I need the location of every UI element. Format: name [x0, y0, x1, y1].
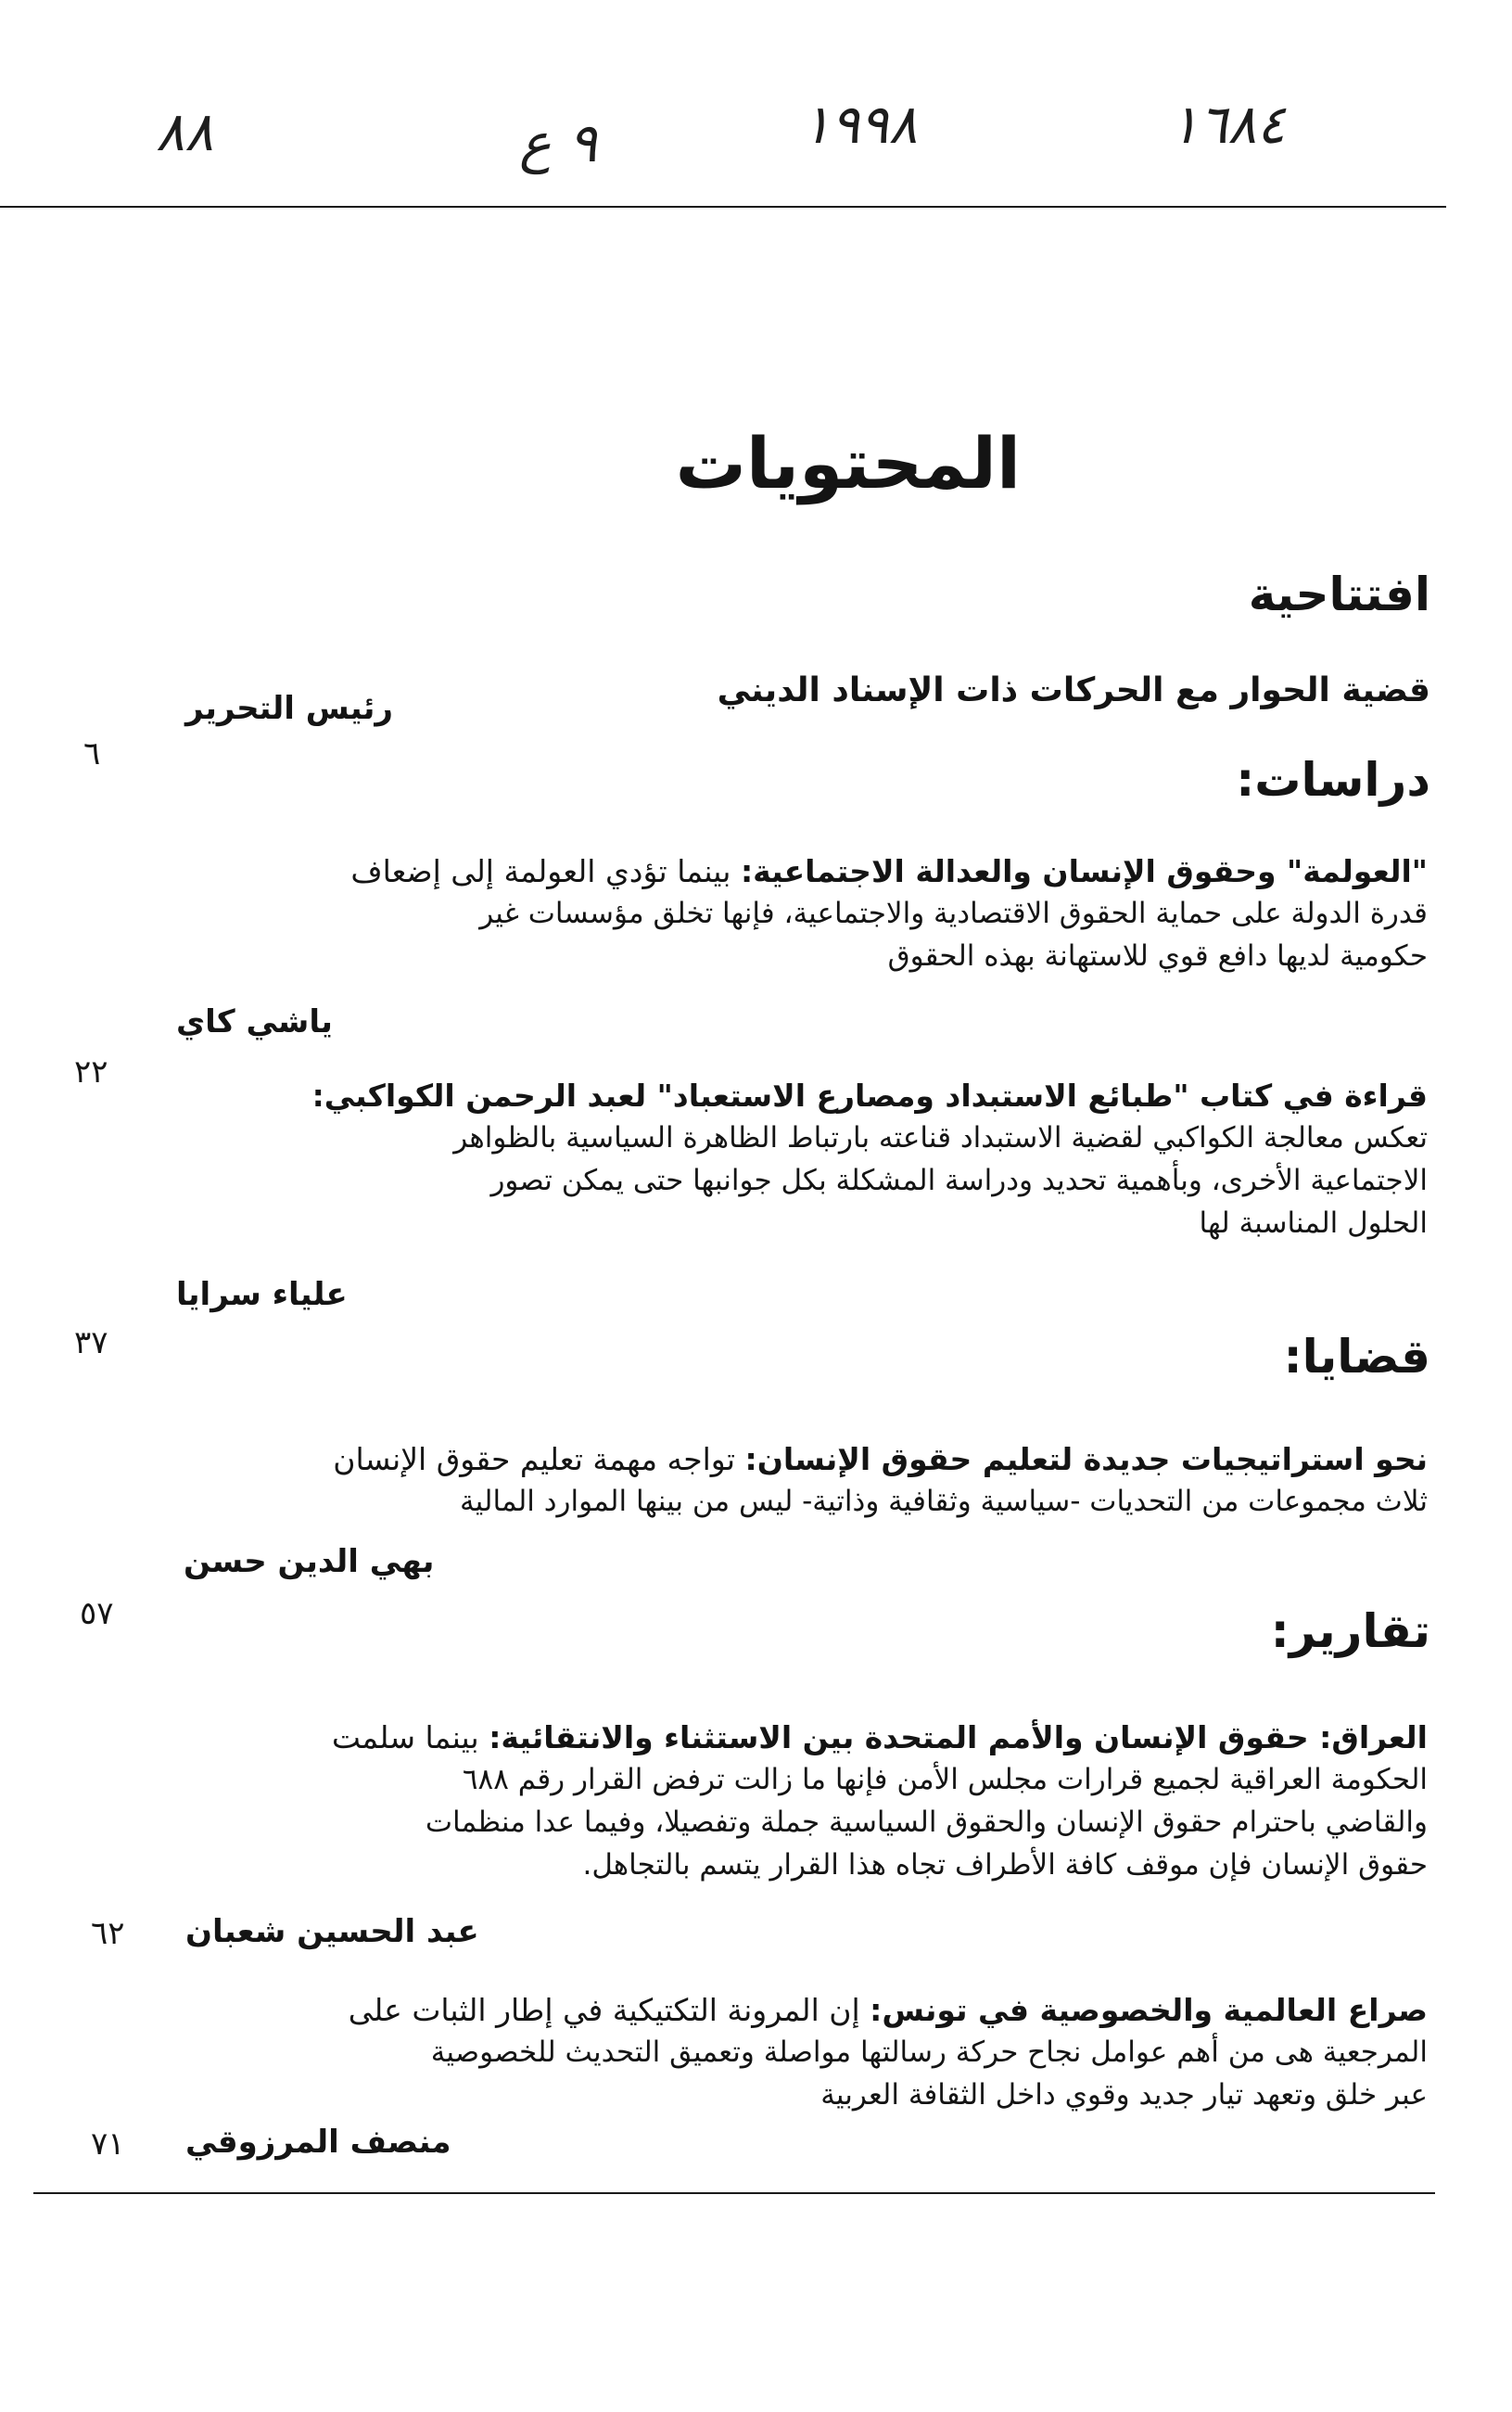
report-2-summary-line-2: المرجعية هى من أهم عوامل نجاح حركة رسالتها مواصلة وتعميق التحديث للخصوصية: [430, 2036, 1428, 2069]
report-2-page: ٧١: [91, 2125, 125, 2163]
editorial-page: ٦: [83, 735, 101, 772]
bottom-divider: [33, 2192, 1435, 2194]
report-1-author: عبد الحسين شعبان: [185, 1913, 479, 1950]
study-1-summary-line-2: قدرة الدولة على حماية الحقوق الاقتصادية والاجتماعية، فإنها تخلق مؤسسات غير: [479, 897, 1428, 930]
report-1-title: العراق: حقوق الإنسان والأمم المتحدة بين الاستثناء والانتقائية:: [489, 1719, 1428, 1755]
report-1-entry: [176, 1717, 1428, 1886]
study-2-author: علياء سرايا: [176, 1276, 348, 1313]
report-1-summary-line-4: حقوق الإنسان فإن موقف كافة الأطراف تجاه هذا القرار يتسم بالتجاهل.: [582, 1848, 1428, 1882]
study-2-entry: [176, 1076, 1428, 1244]
study-1-entry: [176, 851, 1428, 977]
editorial-title: قضية الحوار مع الحركات ذات الإسناد الديني: [717, 671, 1430, 709]
study-1-title: "العولمة" وحقوق الإنسان والعدالة الاجتماعية:: [740, 853, 1428, 889]
report-1-summary-line-3: والقاضي باحترام حقوق الإنسان والحقوق السياسية جملة وتفصيلا، وفيما عدا منظمات: [425, 1806, 1428, 1839]
section-heading-studies: دراسات:: [1236, 753, 1430, 807]
report-2-summary-line-1: إن المرونة التكتيكية في إطار الثبات على: [348, 1992, 860, 2028]
study-2-title: قراءة في كتاب "طبائع الاستبداد ومصارع الاستعباد" لعبد الرحمن الكواكبي:: [311, 1078, 1428, 1114]
issues-page: ٥٧: [80, 1595, 114, 1632]
issues-summary-line-2: ثلاث مجموعات من التحديات -سياسية وثقافية وذاتية- ليس من بينها الموارد المالية: [460, 1485, 1428, 1518]
editorial-author: رئيس التحرير: [185, 690, 393, 727]
study-2-summary-line-1: تعكس معالجة الكواكبي لقضية الاستبداد قناعته بارتباط الظاهرة السياسية بالظواهر: [453, 1121, 1428, 1155]
report-2-first-line: [176, 1990, 1428, 2031]
report-1-summary-line-1: بينما سلمت: [331, 1719, 479, 1755]
top-divider: [0, 206, 1446, 208]
study-1-author: ياشي كاي: [176, 1003, 333, 1040]
study-2-summary-line-3: الحلول المناسبة لها: [1199, 1206, 1428, 1240]
study-1-summary-line-1: بينما تؤدي العولمة إلى إضعاف: [350, 853, 731, 889]
report-2-author: منصف المرزوقي: [185, 2124, 451, 2161]
handwritten-number: ١٦٨٤: [1170, 93, 1286, 156]
handwritten-serial: ٨٨: [156, 100, 214, 163]
study-1-first-line: [176, 851, 1428, 892]
handwritten-month: ٩ ع: [519, 111, 598, 174]
handwritten-year: ١٩٩٨: [802, 93, 918, 156]
report-1-page: ٦٢: [91, 1915, 125, 1952]
study-2-page: ٣٧: [74, 1324, 108, 1361]
issues-first-line: [176, 1439, 1428, 1480]
issues-title: نحو استراتيجيات جديدة لتعليم حقوق الإنسان:: [744, 1441, 1428, 1477]
section-heading-issues: قضايا:: [1283, 1330, 1430, 1384]
issues-entry: [176, 1439, 1428, 1523]
report-1-summary-line-2: الحكومة العراقية لجميع قرارات مجلس الأمن فإنها ما زالت ترفض القرار رقم ٦٨٨: [462, 1763, 1428, 1796]
section-heading-reports: تقارير:: [1270, 1604, 1430, 1658]
section-heading-editorial: افتتاحية: [1248, 568, 1430, 621]
issues-author: بهي الدين حسن: [184, 1543, 435, 1580]
page-title: المحتويات: [675, 422, 1021, 504]
report-2-entry: [176, 1990, 1428, 2116]
report-2-title: صراع العالمية والخصوصية في تونس:: [870, 1992, 1428, 2028]
study-2-summary-line-2: الاجتماعية الأخرى، وبأهمية تحديد ودراسة المشكلة بكل جوانبها حتى يمكن تصور: [490, 1164, 1428, 1197]
report-2-summary-line-3: عبر خلق وتعهد تيار جديد وقوي داخل الثقافة العربية: [820, 2078, 1428, 2112]
report-1-first-line: [176, 1717, 1428, 1758]
study-1-page: ٢٢: [74, 1053, 108, 1091]
issues-summary-line-1: تواجه مهمة تعليم حقوق الإنسان: [333, 1441, 736, 1477]
study-1-summary-line-3: حكومية لديها دافع قوي للاستهانة بهذه الحقوق: [887, 939, 1428, 973]
